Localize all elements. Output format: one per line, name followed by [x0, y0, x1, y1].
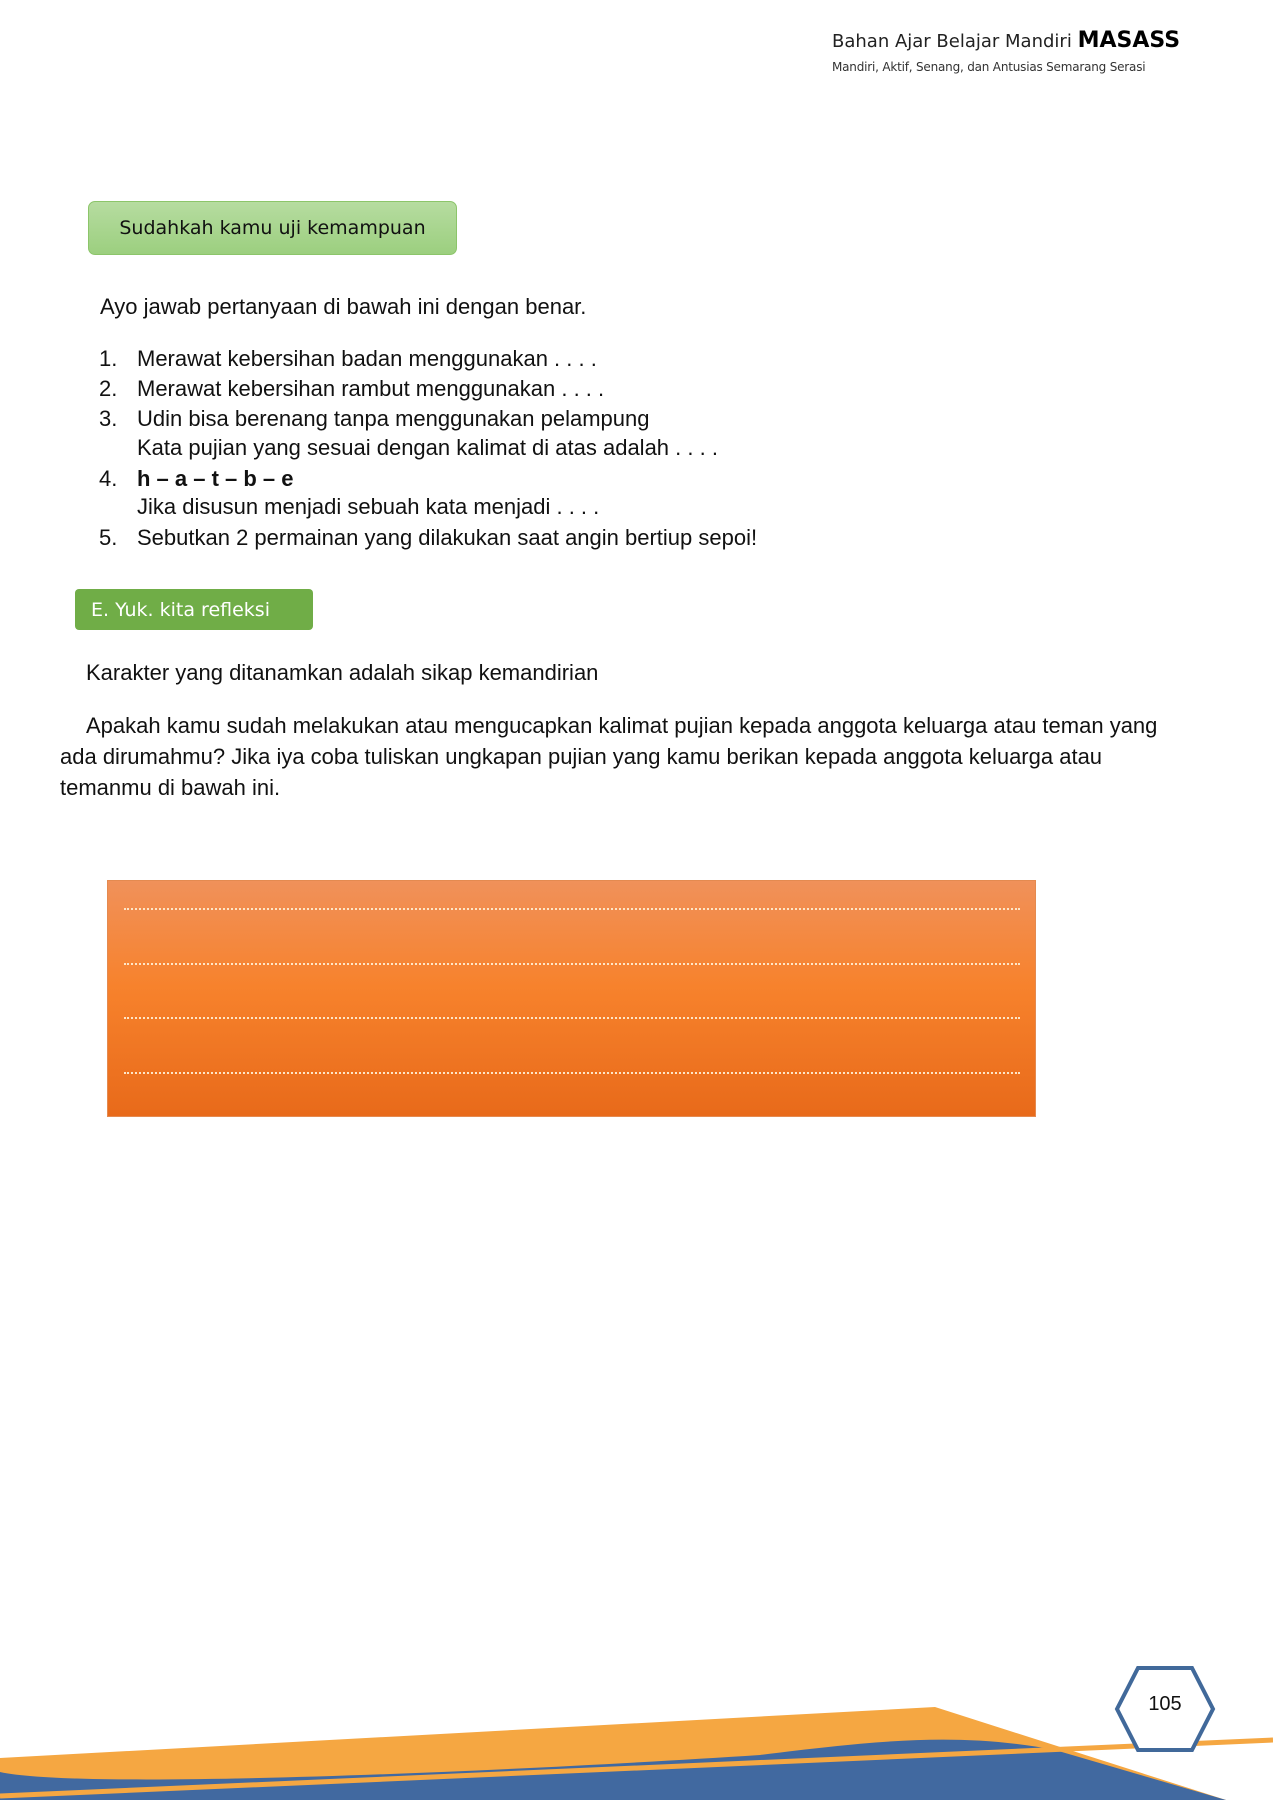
- brand-name: MASASS: [1077, 28, 1181, 53]
- reflection-paragraph: Apakah kamu sudah melakukan atau mengucapkan kalimat pujian kepada anggota keluarga atau teman yang ada dirumahmu? Jika iya coba tuliskan ungkapan pujian yang kamu berikan kepada anggota keluarga atau temanmu di bawah ini.: [60, 713, 1158, 800]
- header-subtitle: Mandiri, Aktif, Senang, dan Antusias Semarang Serasi: [832, 60, 1146, 74]
- question-3-line2: Kata pujian yang sesuai dengan kalimat di atas adalah . . . .: [137, 435, 718, 460]
- question-4: h – a – t – b – e: [137, 466, 294, 491]
- item-number: 1.: [99, 346, 118, 371]
- answer-box[interactable]: [107, 880, 1036, 1117]
- question-4-line2: Jika disusun menjadi sebuah kata menjadi . . . .: [137, 494, 600, 519]
- character-text: Karakter yang ditanamkan adalah sikap kemandirian: [86, 660, 599, 685]
- question-2: Merawat kebersihan rambut menggunakan . . . .: [137, 376, 605, 401]
- question-1: Merawat kebersihan badan menggunakan . . . .: [137, 346, 597, 371]
- answer-line[interactable]: [124, 908, 1020, 910]
- quiz-instruction: Ayo jawab pertanyaan di bawah ini dengan benar.: [100, 294, 587, 319]
- page-number: 105: [1148, 1693, 1182, 1715]
- question-3: Udin bisa berenang tanpa menggunakan pelampung: [137, 406, 650, 431]
- answer-line[interactable]: [124, 963, 1020, 965]
- question-5: Sebutkan 2 permainan yang dilakukan saat angin bertiup sepoi!: [137, 525, 758, 550]
- answer-line[interactable]: [124, 1017, 1020, 1019]
- reflection-heading: E. Yuk. kita refleksi: [75, 589, 313, 630]
- header-title: [832, 28, 1180, 53]
- item-number: 3.: [99, 406, 118, 431]
- footer-decoration: [0, 1690, 1273, 1800]
- item-number: 5.: [99, 525, 118, 550]
- answer-line[interactable]: [124, 1072, 1020, 1074]
- item-number: 2.: [99, 376, 118, 401]
- quiz-heading: Sudahkah kamu uji kemampuan: [88, 201, 457, 255]
- header-title-text: Bahan Ajar Belajar Mandiri: [832, 31, 1072, 52]
- item-number: 4.: [99, 466, 118, 491]
